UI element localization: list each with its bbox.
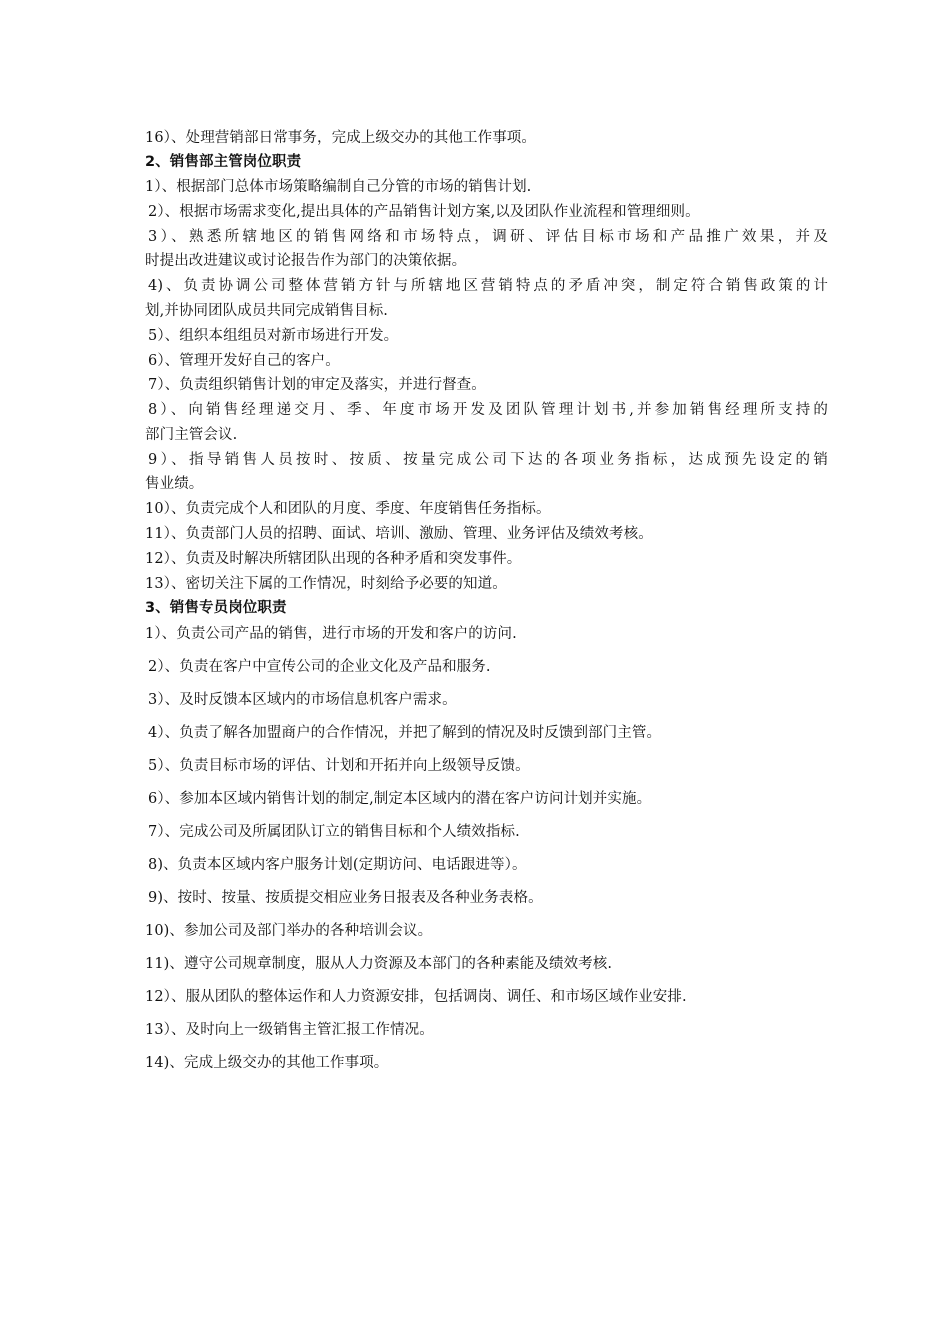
list-item: 5）、组织本组组员对新市场进行开发。 [148, 328, 399, 344]
list-item: 12）、服从团队的整体运作和人力资源安排，包括调岗、调任、和市场区域作业安排. [145, 989, 687, 1005]
list-item: 9)、按时、按量、按质提交相应业务日报表及各种业务表格。 [148, 890, 543, 906]
list-item: 14)、完成上级交办的其他工作事项。 [145, 1055, 389, 1071]
section-heading-sales-supervisor: 2、销售部主管岗位职责 [145, 154, 302, 170]
list-item: 3）、熟悉所辖地区的销售网络和市场特点，调研、评估目标市场和产品推广效果，并及 [148, 229, 828, 245]
list-item: 13）、密切关注下属的工作情况，时刻给予必要的知道。 [145, 576, 507, 592]
list-item-continuation: 时提出改进建议或讨论报告作为部门的决策依据。 [145, 253, 467, 269]
list-item-continuation: 划,并协同团队成员共同完成销售目标. [145, 303, 389, 319]
list-item-continuation: 售业绩。 [145, 476, 204, 492]
list-item: 7）、完成公司及所属团队订立的销售目标和个人绩效指标. [148, 824, 520, 840]
list-item: 5）、负责目标市场的评估、计划和开拓并向上级领导反馈。 [148, 758, 530, 774]
list-item: 8）、向销售经理递交月、季、年度市场开发及团队管理计划书,并参加销售经理所支持的 [148, 402, 828, 418]
list-item: 3）、及时反馈本区域内的市场信息机客户需求。 [148, 692, 457, 708]
list-item: 4)、负责协调公司整体营销方针与所辖地区营销特点的矛盾冲突，制定符合销售政策的计 [148, 278, 828, 294]
list-item: 12）、负责及时解决所辖团队出现的各种矛盾和突发事件。 [145, 551, 522, 567]
list-item: 1）、负责公司产品的销售，进行市场的开发和客户的访问. [145, 626, 517, 642]
section-heading-sales-specialist: 3、销售专员岗位职责 [145, 600, 287, 616]
list-item: 11)、遵守公司规章制度，服从人力资源及本部门的各种素能及绩效考核. [145, 956, 613, 972]
intro-item: 16）、处理营销部日常事务，完成上级交办的其他工作事项。 [145, 130, 536, 146]
list-item: 8)、负责本区域内客户服务计划(定期访问、电话跟进等）。 [148, 857, 527, 873]
list-item: 9）、指导销售人员按时、按质、按量完成公司下达的各项业务指标，达成预先设定的销 [148, 452, 828, 468]
list-item: 11）、负责部门人员的招聘、面试、培训、激励、管理、业务评估及绩效考核。 [145, 526, 653, 542]
list-item: 7）、负责组织销售计划的审定及落实，并进行督查。 [148, 377, 486, 393]
list-item: 10）、负责完成个人和团队的月度、季度、年度销售任务指标。 [145, 501, 551, 517]
list-item: 1）、根据部门总体市场策略编制自己分管的市场的销售计划. [145, 179, 532, 195]
list-item: 2）、负责在客户中宣传公司的企业文化及产品和服务. [148, 659, 491, 675]
list-item: 4）、负责了解各加盟商户的合作情况，并把了解到的情况及时反馈到部门主管。 [148, 725, 662, 741]
list-item: 13）、及时向上一级销售主管汇报工作情况。 [145, 1022, 434, 1038]
list-item: 10)、参加公司及部门举办的各种培训会议。 [145, 923, 433, 939]
list-item: 2）、根据市场需求变化,提出具体的产品销售计划方案,以及团队作业流程和管理细则。 [148, 204, 700, 220]
list-item: 6）、管理开发好自己的客户。 [148, 353, 340, 369]
list-item: 6）、参加本区域内销售计划的制定,制定本区域内的潜在客户访问计划并实施。 [148, 791, 652, 807]
list-item-continuation: 部门主管会议. [145, 427, 238, 443]
